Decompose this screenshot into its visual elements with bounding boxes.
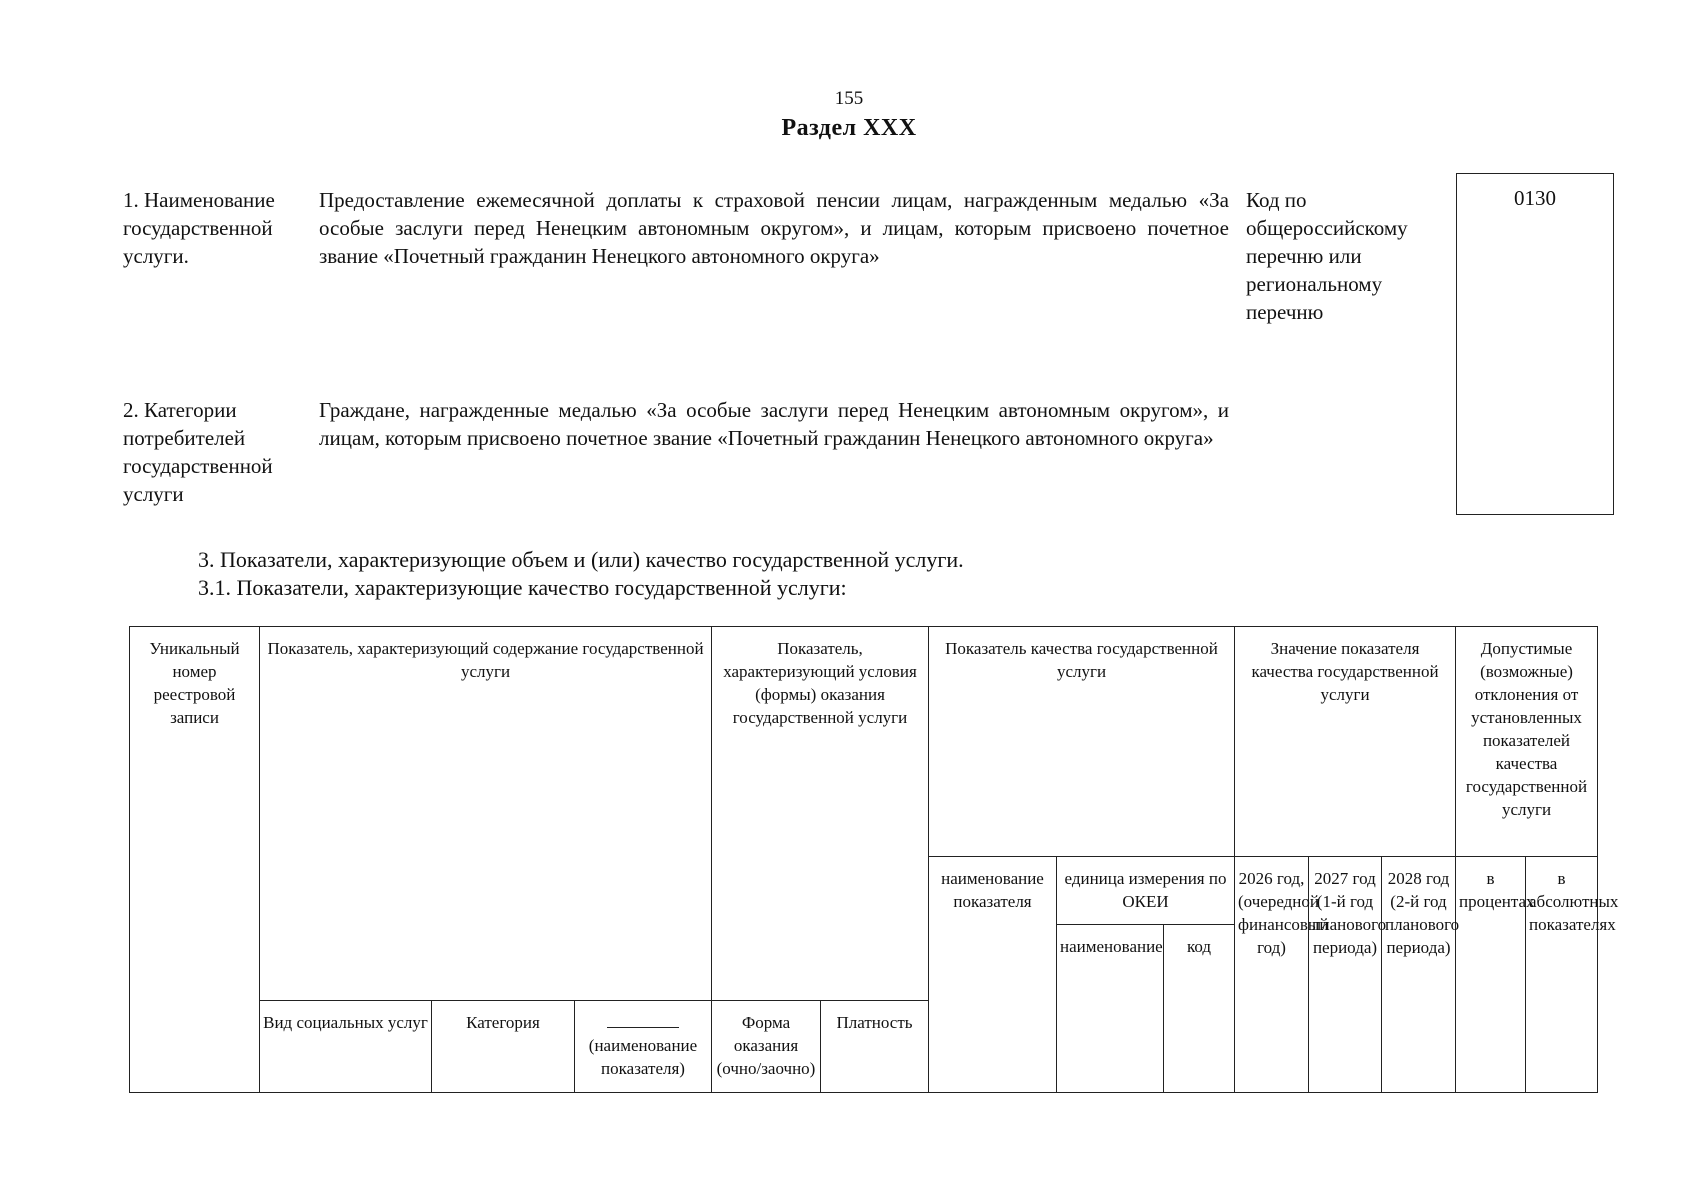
header-in-percent: в процентах bbox=[1456, 857, 1526, 1093]
page-number: 155 bbox=[834, 88, 864, 109]
code-value: 0130 bbox=[1514, 186, 1556, 210]
header-social-services: Вид социальных услуг bbox=[260, 1001, 432, 1093]
header-year-2027: 2027 год (1-й год планового периода) bbox=[1309, 857, 1382, 1093]
item1-text: Предоставление ежемесячной доплаты к страховой пенсии лицам, награжденным медалью «За особые заслуги перед Ненецким автономным округом», и лицам, которым присвоено почетное звание «Почетный гражданин Ненецкого автономного округа» bbox=[319, 188, 1229, 268]
header-quality-value: Значение показателя качества государственной услуги bbox=[1235, 627, 1456, 857]
header-year-2026: 2026 год, (очередной финансовый год) bbox=[1235, 857, 1309, 1093]
code-box bbox=[1456, 173, 1614, 515]
header-year-2028: 2028 год (2-й год планового периода) bbox=[1382, 857, 1456, 1093]
header-form: Форма оказания (очно/заочно) bbox=[712, 1001, 821, 1093]
header-quality-indicator: Показатель качества государственной услуги bbox=[929, 627, 1235, 857]
header-payment: Платность bbox=[821, 1001, 929, 1093]
item1-label: 1. Наименование государственной услуги. bbox=[123, 188, 275, 268]
header-category: Категория bbox=[432, 1001, 575, 1093]
section-title: Раздел XXX bbox=[781, 115, 917, 141]
header-unique-number: Уникальный номер реестровой записи bbox=[130, 627, 260, 1093]
heading-3-1: 3.1. Показатели, характеризующие качество государственной услуги: bbox=[198, 575, 847, 600]
header-okei-unit: единица измерения по ОКЕИ bbox=[1057, 857, 1235, 925]
header-okei-code: код bbox=[1164, 925, 1235, 1093]
header-deviations: Допустимые (возможные) отклонения от установленных показателей качества государственной услуги bbox=[1456, 627, 1598, 857]
header-in-absolute: в абсолютных показателях bbox=[1526, 857, 1598, 1093]
item2-label: 2. Категории потребителей государственной услуги bbox=[123, 398, 273, 506]
header-content-indicator: Показатель, характеризующий содержание государственной услуги bbox=[260, 627, 712, 1001]
item2-text: Граждане, награжденные медалью «За особые заслуги перед Ненецким автономным округом», и лицам, которым присвоено почетное звание «Почетный гражданин Ненецкого автономного округа» bbox=[319, 398, 1229, 450]
header-okei-name: наименование bbox=[1057, 925, 1164, 1093]
code-label: Код по общероссийскому перечню или региональному перечню bbox=[1246, 188, 1408, 324]
quality-indicators-table bbox=[129, 626, 1619, 1093]
heading-3: 3. Показатели, характеризующие объем и (или) качество государственной услуги. bbox=[198, 547, 964, 572]
blank-line bbox=[607, 1015, 679, 1028]
blank-indicator-label: (наименование показателя) bbox=[588, 1036, 698, 1078]
header-indicator-name: наименование показателя bbox=[929, 857, 1057, 1093]
header-blank-indicator bbox=[575, 1001, 712, 1093]
header-conditions-indicator: Показатель, характеризующий условия (формы) оказания государственной услуги bbox=[712, 627, 929, 1001]
